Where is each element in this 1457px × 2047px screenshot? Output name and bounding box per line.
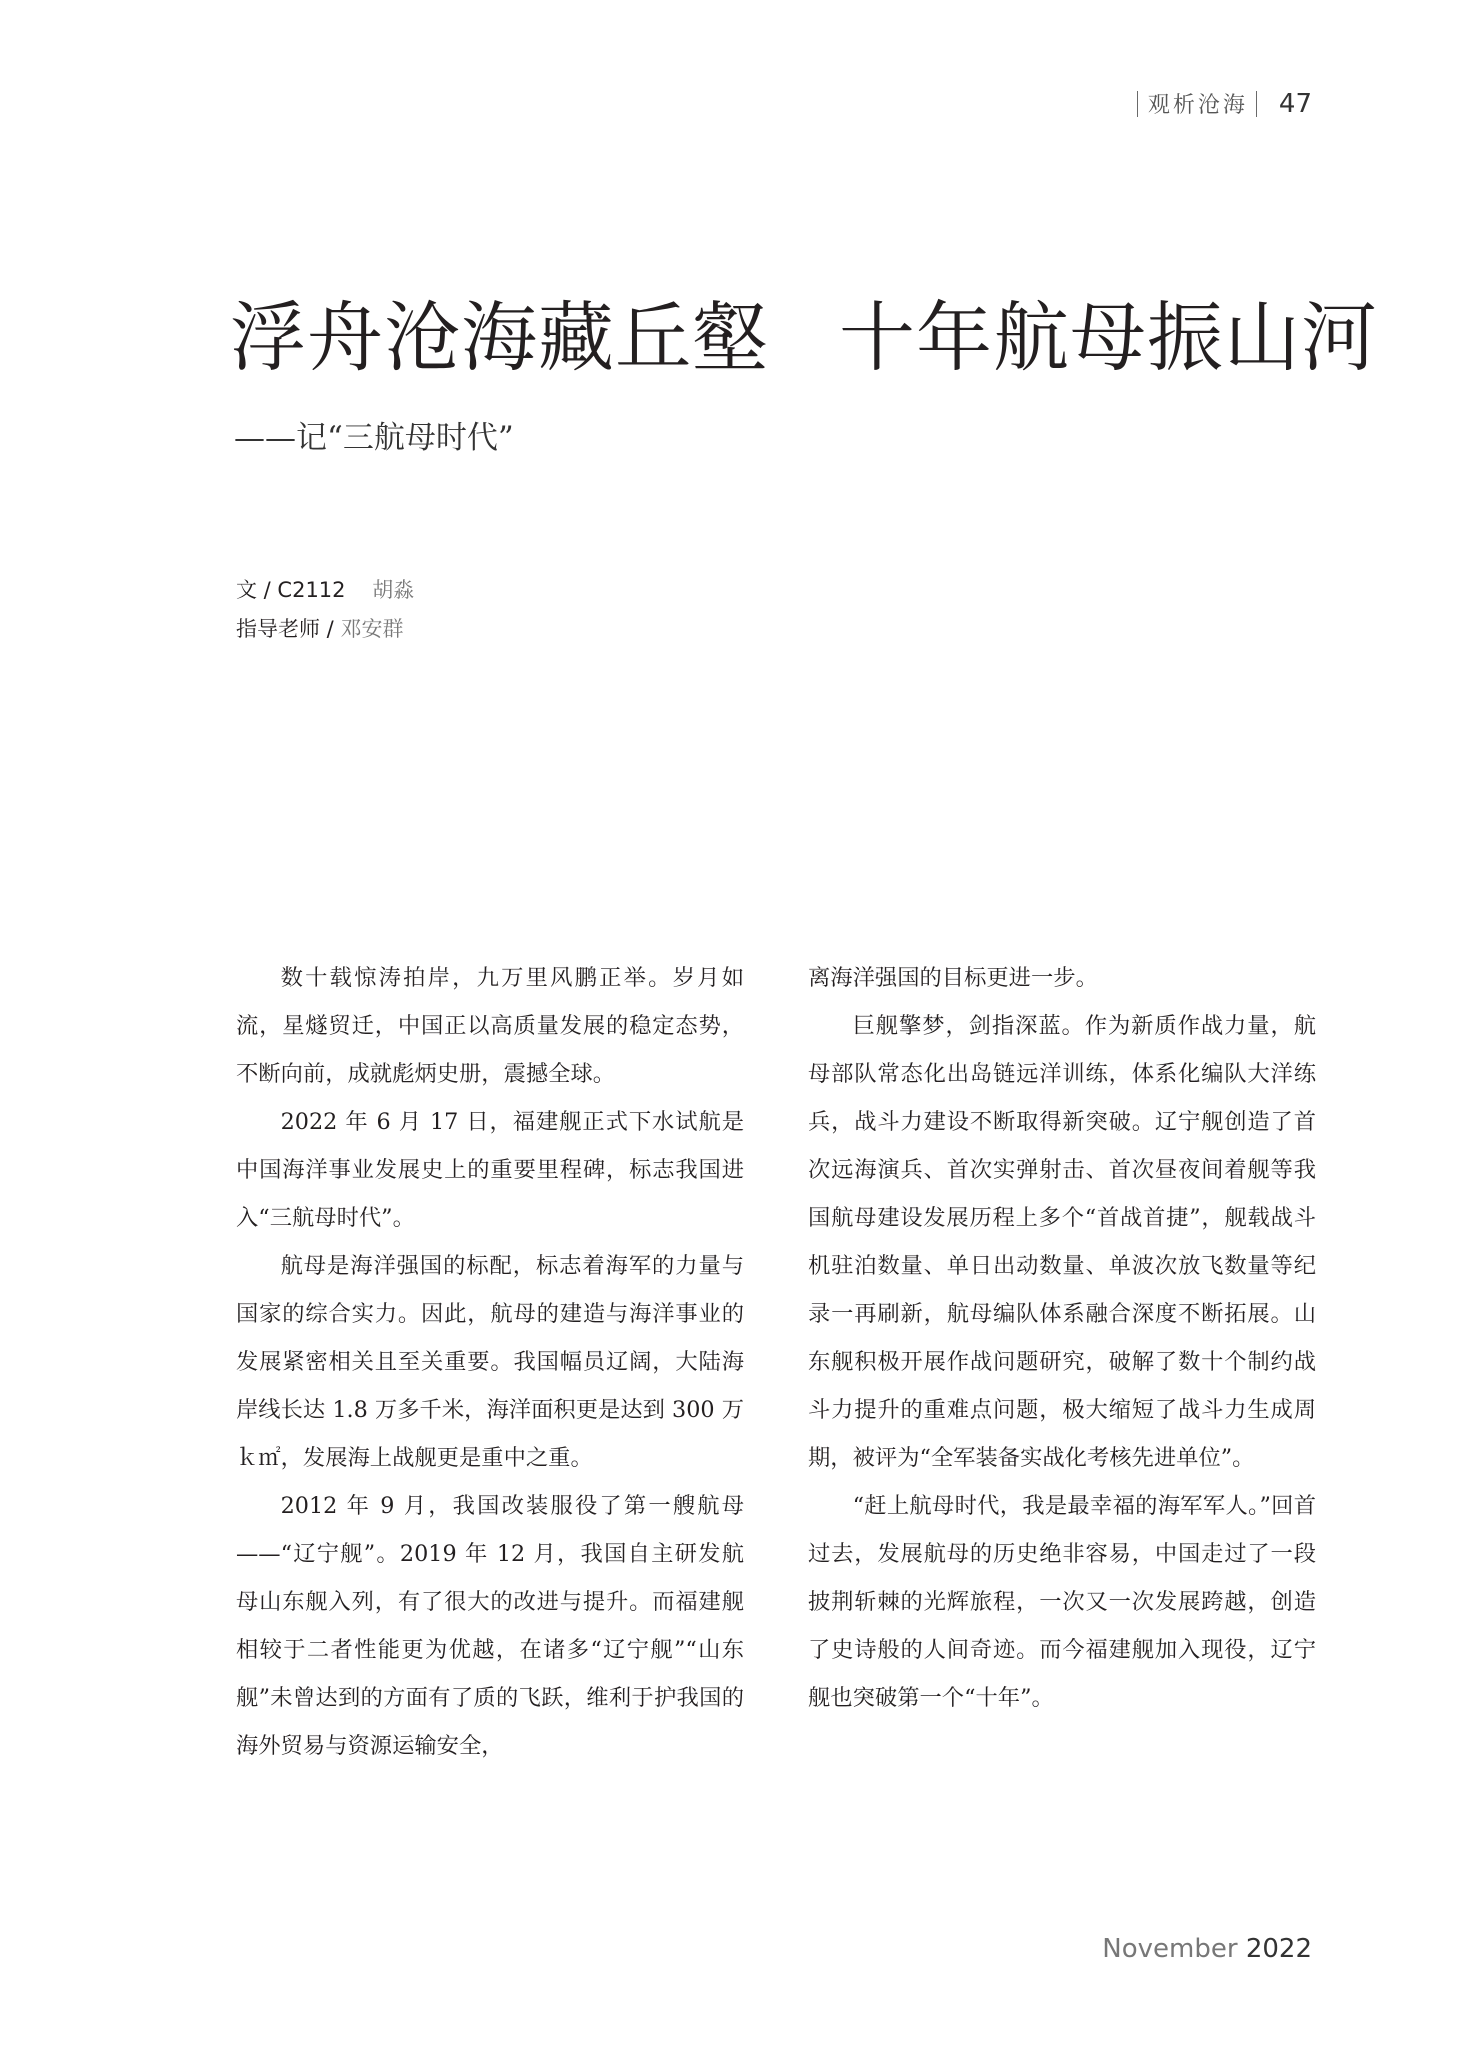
section-name: 观析沧海 [1147, 93, 1248, 118]
issue-month: November [1102, 1934, 1238, 1964]
advisor-label: 指导老师 / [236, 617, 334, 641]
body-paragraph: 航母是海洋强国的标配，标志着海军的力量与国家的综合实力。因此，航母的建造与海洋事业的发展紧密相关且至关重要。我国幅员辽阔，大陆海岸线长达 1.8 万多千米，海洋面积更是达到 300 万ｋ㎡，发展海上战舰更是重中之重。 [236, 1253, 744, 1471]
body-paragraph-continuation: 离海洋强国的目标更进一步。 [808, 965, 1098, 991]
body-paragraph: 2012 年 9 月，我国改装服役了第一艘航母——“辽宁舰”。2019 年 12 月，我国自主研发航母山东舰入列，有了很大的改进与提升。而福建舰相较于二者性能更为优越，在诸多“辽宁舰”“山东舰”未曾达到的方面有了质的飞跃，维利于护我国的海外贸易与资源运输安全， [236, 1493, 744, 1759]
title-part-1: 浮舟沧海藏丘壑 [230, 293, 769, 382]
body-paragraph: 2022 年 6 月 17 日，福建舰正式下水试航是中国海洋事业发展史上的重要里程碑，标志我国进入“三航母时代”。 [236, 1109, 744, 1231]
body-paragraph: 巨舰擎梦，剑指深蓝。作为新质作战力量，航母部队常态化出岛链远洋训练，体系化编队大洋练兵，战斗力建设不断取得新突破。辽宁舰创造了首次远海演兵、首次实弹射击、首次昼夜间着舰等我国航母建设发展历程上多个“首战首捷”，舰载战斗机驻泊数量、单日出动数量、单波次放飞数量等纪录一再刷新，航母编队体系融合深度不断拓展。山东舰积极开展作战问题研究，破解了数十个制约战斗力提升的重难点问题，极大缩短了战斗力生成周期，被评为“全军装备实战化考核先进单位”。 [808, 1013, 1316, 1471]
issue-date [1102, 1934, 1312, 1964]
body-column-right [808, 954, 1316, 1722]
author-line [236, 574, 414, 604]
issue-year: 2022 [1245, 1934, 1312, 1964]
advisor-name: 邓安群 [340, 617, 404, 641]
body-paragraph: 数十载惊涛拍岸，九万里风鹏正举。岁月如流，星燧贸迁，中国正以高质量发展的稳定态势，不断向前，成就彪炳史册，震撼全球。 [236, 965, 744, 1087]
article-title [230, 293, 1378, 382]
author-name: 胡淼 [372, 578, 415, 602]
author-label: 文 / C2112 [236, 578, 346, 602]
title-part-2: 十年航母振山河 [839, 293, 1378, 382]
body-paragraph: “赶上航母时代，我是最幸福的海军军人。”回首过去，发展航母的历史绝非容易，中国走过了一段披荆斩棘的光辉旅程，一次又一次发展跨越，创造了史诗般的人间奇迹。而今福建舰加入现役，辽宁舰也突破第一个“十年”。 [808, 1493, 1316, 1711]
body-column-left [236, 954, 744, 1770]
advisor-line [236, 613, 403, 643]
article-subtitle: ——记“三航母时代” [234, 420, 514, 456]
header-divider-left [1137, 91, 1138, 117]
running-header [1137, 88, 1312, 119]
page-number: 47 [1278, 88, 1312, 119]
header-divider-right [1256, 91, 1257, 117]
